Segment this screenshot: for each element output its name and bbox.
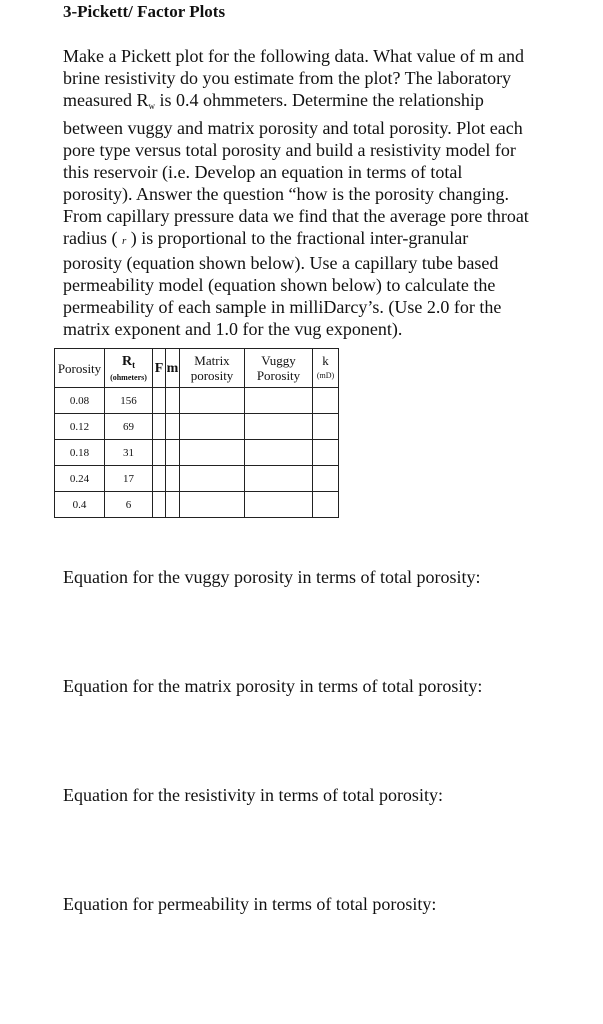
cell-rt: 31 xyxy=(105,440,153,466)
radius-statement: ) is proportional to the fractional inter-granular xyxy=(126,228,469,248)
paragraph-line: porosity). Answer the question “how is the porosity changing. xyxy=(63,184,509,204)
header-m: m xyxy=(166,349,180,388)
paragraph-line: permeability model (equation shown below) to calculate the xyxy=(63,275,496,295)
table-row xyxy=(55,492,339,518)
cell-m xyxy=(166,414,180,440)
header-porosity: Porosity xyxy=(55,349,105,388)
radius-label: radius ( xyxy=(63,228,118,248)
header-matrix-porosity: Matrix porosity xyxy=(180,349,245,388)
table-row xyxy=(55,466,339,492)
cell-k xyxy=(313,414,339,440)
cell-k xyxy=(313,466,339,492)
table-header-row xyxy=(55,349,339,388)
cell-matrix xyxy=(180,440,245,466)
paragraph-line: From capillary pressure data we find that the average pore throat xyxy=(63,206,529,226)
cell-rt: 156 xyxy=(105,388,153,414)
paragraph-line: between vuggy and matrix porosity and total porosity. Plot each xyxy=(63,118,523,138)
cell-k xyxy=(313,388,339,414)
paragraph-line: pore type versus total porosity and build a resistivity model for xyxy=(63,140,516,160)
cell-m xyxy=(166,492,180,518)
cell-vuggy xyxy=(245,414,313,440)
rw-symbol: measured R xyxy=(63,90,149,110)
cell-vuggy xyxy=(245,492,313,518)
header-rt: $R_t$ (ohmeters) xyxy=(105,349,153,388)
cell-rt: 69 xyxy=(105,414,153,440)
paragraph-line xyxy=(63,89,578,117)
cell-matrix xyxy=(180,466,245,492)
prompt-resistivity-equation: Equation for the resistivity in terms of total porosity: xyxy=(63,785,443,805)
cell-f xyxy=(153,440,166,466)
radius-symbol: r xyxy=(121,235,127,247)
header-k: k (mD) xyxy=(313,349,339,388)
cell-vuggy xyxy=(245,440,313,466)
table-row xyxy=(55,414,339,440)
cell-rt: 17 xyxy=(105,466,153,492)
paragraph-line xyxy=(63,227,578,252)
rw-subscript: w xyxy=(148,101,155,111)
cell-matrix xyxy=(180,388,245,414)
data-table xyxy=(54,348,339,518)
header-f: F xyxy=(153,349,166,388)
cell-porosity: 0.08 xyxy=(55,388,105,414)
prompt-permeability-equation: Equation for permeability in terms of total porosity: xyxy=(63,894,437,914)
cell-matrix xyxy=(180,492,245,518)
cell-m xyxy=(166,440,180,466)
paragraph-line: brine resistivity do you estimate from the plot? The laboratory xyxy=(63,68,512,88)
paragraph-line: matrix exponent and 1.0 for the vug exponent). xyxy=(63,319,403,339)
cell-m xyxy=(166,466,180,492)
paragraph-line: this reservoir (i.e. Develop an equation in terms of total xyxy=(63,162,463,182)
cell-m xyxy=(166,388,180,414)
cell-f xyxy=(153,414,166,440)
cell-k xyxy=(313,440,339,466)
header-vuggy-porosity: Vuggy Porosity xyxy=(245,349,313,388)
page-heading: 3-Pickett/ Factor Plots xyxy=(63,2,226,21)
paragraph-line: permeability of each sample in milliDarcy’s. (Use 2.0 for the xyxy=(63,297,502,317)
cell-vuggy xyxy=(245,466,313,492)
cell-k xyxy=(313,492,339,518)
cell-porosity: 0.18 xyxy=(55,440,105,466)
prompt-vuggy-equation: Equation for the vuggy porosity in terms of total porosity: xyxy=(63,567,481,587)
prompt-matrix-equation: Equation for the matrix porosity in terms of total porosity: xyxy=(63,676,483,696)
paragraph-line: porosity (equation shown below). Use a capillary tube based xyxy=(63,253,499,273)
cell-porosity: 0.12 xyxy=(55,414,105,440)
cell-matrix xyxy=(180,414,245,440)
problem-statement xyxy=(63,45,578,340)
paragraph-line: Make a Pickett plot for the following data. What value of m and xyxy=(63,46,525,66)
table-row xyxy=(55,440,339,466)
cell-porosity: 0.4 xyxy=(55,492,105,518)
header-rt-unit: (ohmeters) xyxy=(110,373,147,382)
cell-vuggy xyxy=(245,388,313,414)
cell-f xyxy=(153,388,166,414)
cell-rt: 6 xyxy=(105,492,153,518)
cell-porosity: 0.24 xyxy=(55,466,105,492)
cell-f xyxy=(153,492,166,518)
cell-f xyxy=(153,466,166,492)
rw-statement: is 0.4 ohmmeters. Determine the relationship xyxy=(154,90,484,110)
table-row xyxy=(55,388,339,414)
